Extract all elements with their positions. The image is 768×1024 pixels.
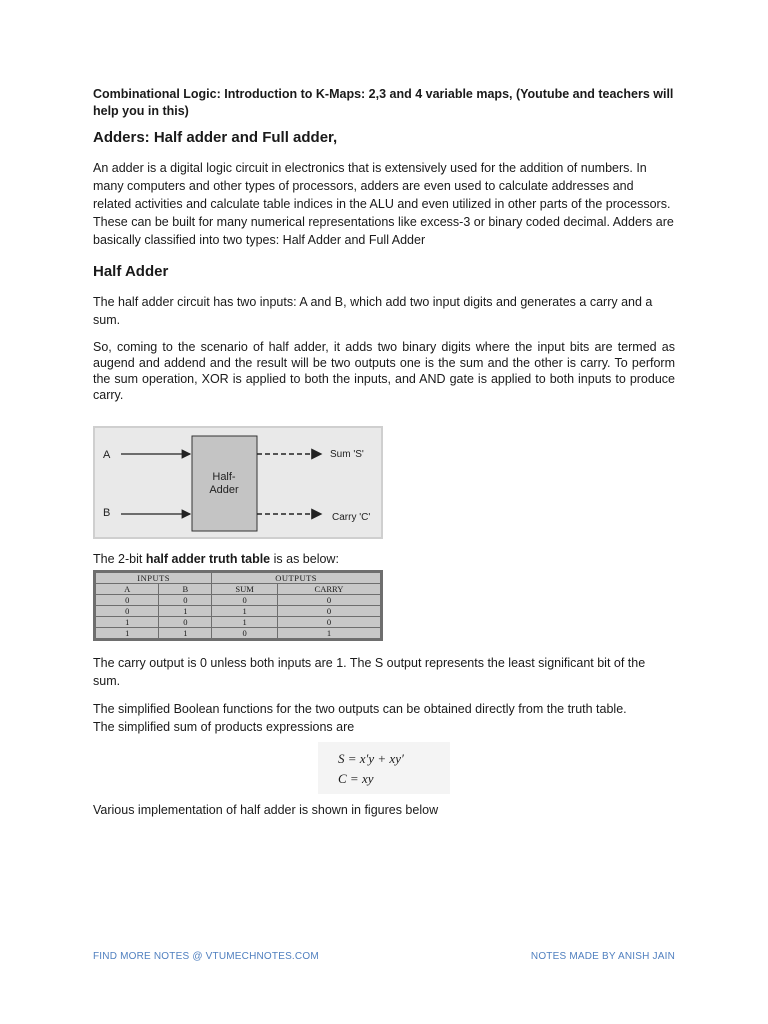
- table-row: [95, 617, 382, 628]
- header-carry: CARRY: [277, 584, 381, 595]
- block-label-line1: Half-: [212, 471, 236, 483]
- carry-paragraph: The carry output is 0 unless both inputs are 1. The S output represents the least significant bit of the sum.: [93, 656, 646, 688]
- table-cell: 0: [277, 595, 381, 606]
- table-cell: 0: [212, 628, 278, 640]
- sum-label: Sum 'S': [330, 449, 364, 460]
- caption-suffix: is as below:: [270, 552, 339, 566]
- table-row: [95, 595, 382, 606]
- half-adder-paragraph-1: The half adder circuit has two inputs: A and B, which add two input digits and generates a carry and a sum.: [93, 295, 653, 327]
- header-sum: SUM: [212, 584, 278, 595]
- table-cell: 0: [212, 595, 278, 606]
- sum-equation: S = x′y + xy′: [338, 751, 404, 766]
- header-b: B: [159, 584, 212, 595]
- boolean-equations: [318, 742, 450, 794]
- table-cell: 1: [159, 628, 212, 640]
- half-adder-truth-table: [93, 570, 383, 641]
- table-cell: 0: [159, 595, 212, 606]
- carry-equation: C = xy: [338, 771, 374, 786]
- table-row: [95, 606, 382, 617]
- caption-bold: half adder truth table: [145, 552, 271, 566]
- table-cell: 1: [95, 617, 159, 628]
- input-b-label: B: [103, 507, 111, 519]
- block-diagram-svg: [95, 428, 381, 537]
- table-group-row: [95, 572, 382, 584]
- adders-heading: Adders: Half adder and Full adder,: [93, 129, 338, 146]
- table-cell: 1: [277, 628, 381, 640]
- boolean-paragraph: [93, 700, 675, 736]
- table-cell: 0: [277, 617, 381, 628]
- outputs-group-header: OUTPUTS: [212, 572, 382, 584]
- input-a-label: A: [103, 449, 111, 461]
- table-cell: 1: [159, 606, 212, 617]
- truth-table-caption: [93, 552, 339, 566]
- intro-text: Combinational Logic: Introduction to K-Maps: 2,3 and 4 variable maps, (Youtube and teachers will help you in this): [93, 87, 674, 118]
- table-cell: 1: [95, 628, 159, 640]
- boolean-line-1: The simplified Boolean functions for the two outputs can be obtained directly from the truth table.: [93, 702, 627, 716]
- table-cell: 0: [95, 595, 159, 606]
- various-implementation-text: Various implementation of half adder is shown in figures below: [93, 803, 439, 817]
- footer-right-credit: NOTES MADE BY ANISH JAIN: [530, 951, 675, 962]
- table-row: [95, 628, 382, 640]
- half-adder-heading: Half Adder: [93, 263, 169, 280]
- post-table-text: [93, 654, 675, 736]
- half-adder-paragraph-2: So, coming to the scenario of half adder, it adds two binary digits where the input bits are termed as augend and addend and the result will be two outputs one is the sum and the other is carry. To perform the sum operation, XOR is applied to both the inputs, and AND gate is applied to both inputs to produce carry.: [93, 340, 675, 402]
- table-header-row: [95, 584, 382, 595]
- table-cell: 0: [159, 617, 212, 628]
- adders-paragraph: An adder is a digital logic circuit in electronics that is extensively used for the addition of numbers. In many computers and other types of processors, adders are even used to calculate addresses and related activities and calculate table indices in the ALU and even utilized in other parts of the processors. These can be built for many numerical representations like excess-3 or binary coded decimal. Adders are basically classified into two types: Half Adder and Full Adder: [93, 161, 674, 247]
- header-a: A: [95, 584, 159, 595]
- block-label-line2: Adder: [209, 484, 239, 496]
- boolean-line-2: The simplified sum of products expressions are: [93, 720, 355, 734]
- caption-prefix: The 2-bit: [93, 552, 146, 566]
- half-adder-block-diagram: [93, 426, 383, 539]
- carry-label: Carry 'C': [332, 512, 371, 523]
- table-cell: 1: [212, 606, 278, 617]
- page-content: [93, 86, 675, 817]
- table-cell: 0: [95, 606, 159, 617]
- inputs-group-header: INPUTS: [95, 572, 212, 584]
- table-cell: 1: [212, 617, 278, 628]
- table-cell: 0: [277, 606, 381, 617]
- footer-left-link[interactable]: FIND MORE NOTES @ VTUMECHNOTES.COM: [93, 951, 319, 962]
